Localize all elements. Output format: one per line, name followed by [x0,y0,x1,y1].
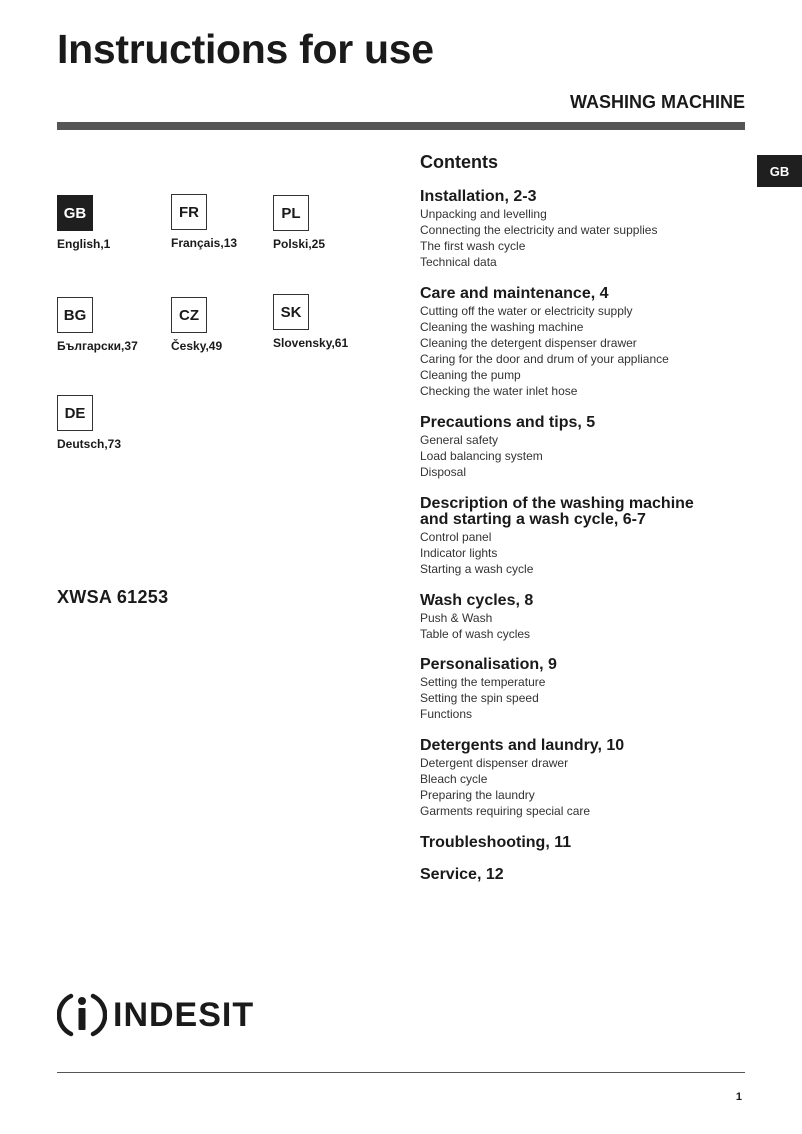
language-gb[interactable] [57,195,162,251]
toc-heading-line: Description of the washing machine [420,495,694,512]
toc-item[interactable]: Starting a wash cycle [420,562,534,577]
toc-item[interactable]: Functions [420,707,473,722]
toc-item[interactable]: Checking the water inlet hose [420,384,578,399]
toc-item[interactable]: Cutting off the water or electricity supply [420,304,633,318]
toc-item[interactable]: Indicator lights [420,546,498,561]
toc-section-service [420,867,750,883]
toc-heading[interactable]: Precautions and tips, 5 [420,414,596,431]
language-code-box[interactable]: BG [57,297,93,333]
language-bg[interactable] [57,297,162,353]
toc-item[interactable]: Load balancing system [420,449,543,464]
toc-item[interactable]: Setting the temperature [420,675,546,689]
language-code-box[interactable]: FR [171,194,207,230]
toc-item[interactable]: Detergent dispenser drawer [420,756,569,770]
toc-item[interactable]: The first wash cycle [420,239,526,254]
toc-section-description [420,496,750,577]
toc-heading[interactable]: Detergents and laundry, 10 [420,737,625,754]
language-code-box[interactable]: PL [273,195,309,231]
language-code-box[interactable]: GB [57,195,93,231]
toc-heading[interactable]: Service, 12 [420,866,504,883]
toc-heading[interactable]: Care and maintenance, 4 [420,285,609,302]
language-code-box[interactable]: CZ [171,297,207,333]
toc-section-care [420,286,750,400]
page-title: Instructions for use [57,26,434,72]
brand-name: INDESIT [113,996,255,1034]
toc-section-detergents [420,738,750,819]
contents-title: Contents [420,152,498,172]
toc-section-precautions [420,415,750,480]
toc-item[interactable]: Disposal [420,465,467,480]
language-code-box[interactable]: DE [57,395,93,431]
toc-item[interactable]: Push & Wash [420,611,493,625]
language-sk[interactable] [273,294,378,350]
language-label: Česky,49 [171,339,223,353]
model-number: XWSA 61253 [57,587,169,607]
toc-item[interactable]: Setting the spin speed [420,691,539,706]
toc-heading[interactable]: Installation, 2-3 [420,188,537,205]
toc-item[interactable]: Cleaning the washing machine [420,320,584,335]
toc-item[interactable]: Preparing the laundry [420,788,535,803]
toc-section-troubleshooting [420,835,750,851]
toc-item[interactable]: Garments requiring special care [420,804,591,819]
language-label: Polski,25 [273,237,326,251]
header-rule [57,122,745,130]
toc-item[interactable]: Bleach cycle [420,772,488,787]
language-label: Deutsch,73 [57,437,122,451]
toc-item[interactable]: General safety [420,433,499,447]
page-subtitle: WASHING MACHINE [570,92,745,112]
toc-heading[interactable]: Troubleshooting, 11 [420,834,572,851]
footer-rule [57,1072,745,1073]
toc-section-installation [420,189,750,270]
language-label: Slovensky,61 [273,336,349,350]
toc-item[interactable]: Connecting the electricity and water supplies [420,223,658,238]
toc-item[interactable]: Unpacking and levelling [420,207,547,221]
language-code-box[interactable]: SK [273,294,309,330]
toc-item[interactable]: Technical data [420,255,497,270]
page-number: 1 [735,1091,742,1103]
language-label: Français,13 [171,236,238,250]
toc-item[interactable]: Table of wash cycles [420,627,531,642]
indesit-logo-icon [57,990,107,1040]
language-pl[interactable] [273,195,378,251]
language-de[interactable] [57,395,162,451]
toc-heading[interactable] [420,496,750,528]
toc-section-personalisation [420,657,750,722]
language-label: English,1 [57,237,111,251]
language-label: Български,37 [57,339,138,353]
brand-logo [57,990,254,1040]
toc-item[interactable]: Cleaning the pump [420,368,521,383]
toc-heading[interactable]: Wash cycles, 8 [420,592,534,609]
toc-heading[interactable]: Personalisation, 9 [420,656,557,673]
toc-item[interactable]: Control panel [420,530,492,544]
toc-item[interactable]: Cleaning the detergent dispenser drawer [420,336,637,351]
toc-section-wash-cycles [420,593,750,642]
toc-item[interactable]: Caring for the door and drum of your appliance [420,352,669,367]
language-fr[interactable] [171,194,276,250]
language-cz[interactable] [171,297,276,353]
toc-heading-line: and starting a wash cycle, 6-7 [420,511,646,528]
side-language-tab[interactable]: GB [757,155,802,187]
